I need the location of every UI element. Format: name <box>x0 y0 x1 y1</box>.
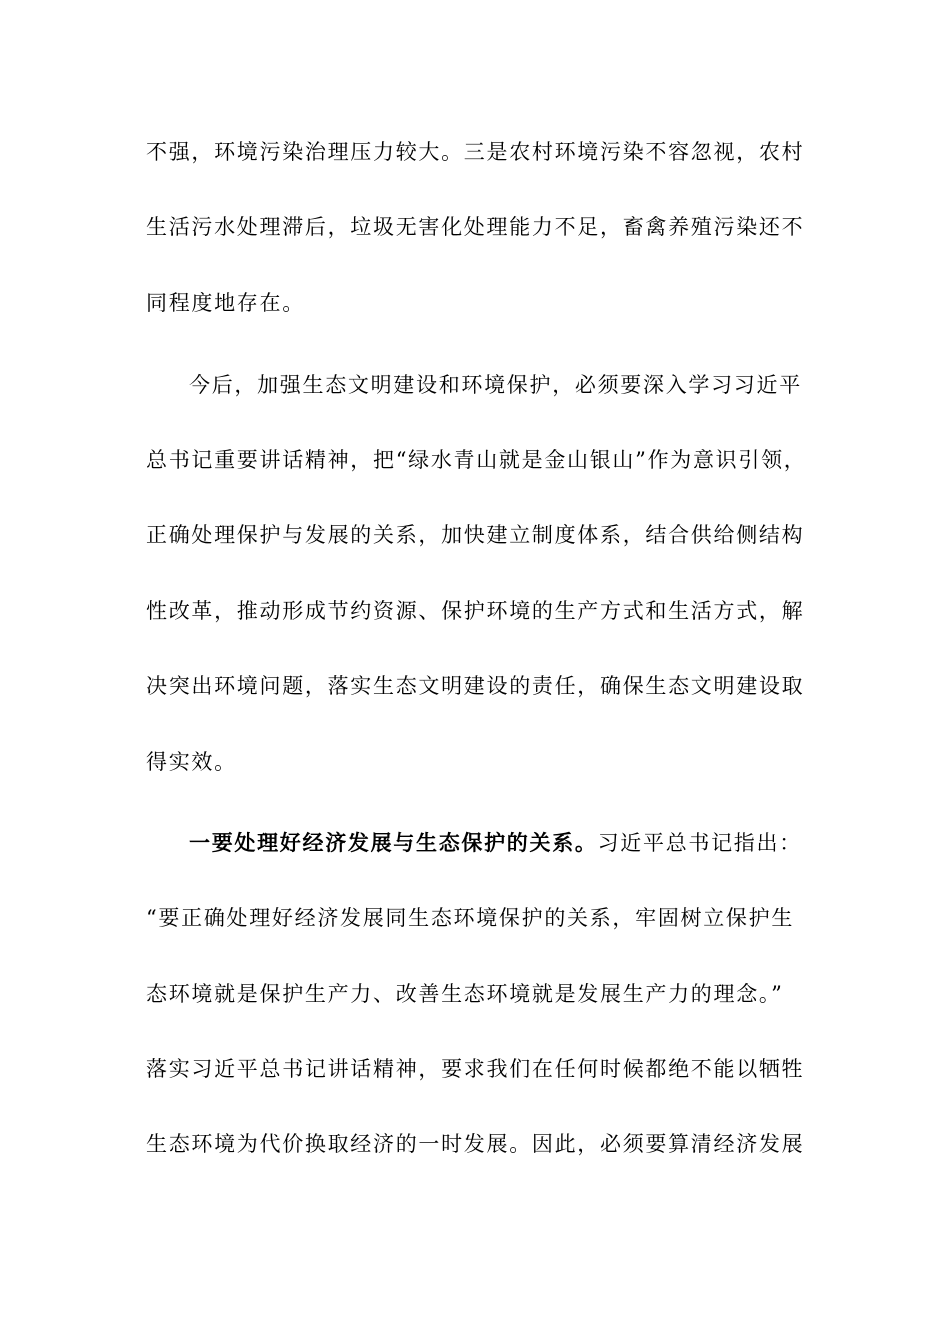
text-line: 得实效。 <box>146 750 237 774</box>
text-line: 落实习近平总书记讲话精神，要求我们在任何时候都绝不能以牺牲 <box>146 1057 805 1081</box>
text-line: 正确处理保护与发展的关系，加快建立制度体系，结合供给侧结构 <box>146 523 805 547</box>
text-line: 同程度地存在。 <box>146 291 305 315</box>
text-line: 今后，加强生态文明建设和环境保护，必须要深入学习习近平 <box>189 373 802 397</box>
text-line: 态环境就是保护生产力、改善生态环境就是发展生产力的理念。” <box>146 982 784 1006</box>
text-span: 习近平总书记指出： <box>597 831 802 855</box>
text-line: 决突出环境问题，落实生态文明建设的责任，确保生态文明建设取 <box>146 674 805 698</box>
text-line: 生活污水处理滞后，垃圾无害化处理能力不足，畜禽养殖污染还不 <box>146 215 805 239</box>
section-heading: 一要处理好经济发展与生态保护的关系。 <box>189 830 598 855</box>
text-line: 性改革，推动形成节约资源、保护环境的生产方式和生活方式，解 <box>146 599 805 623</box>
text-line: 生态环境为代价换取经济的一时发展。因此，必须要算清经济发展 <box>146 1132 805 1156</box>
heading-line <box>189 826 806 860</box>
text-line: 总书记重要讲话精神，把“绿水青山就是金山银山”作为意识引领， <box>146 448 807 472</box>
text-line: “要正确处理好经济发展同生态环境保护的关系，牢固树立保护生 <box>146 906 795 930</box>
text-line: 不强，环境污染治理压力较大。三是农村环境污染不容忽视，农村 <box>146 140 805 164</box>
